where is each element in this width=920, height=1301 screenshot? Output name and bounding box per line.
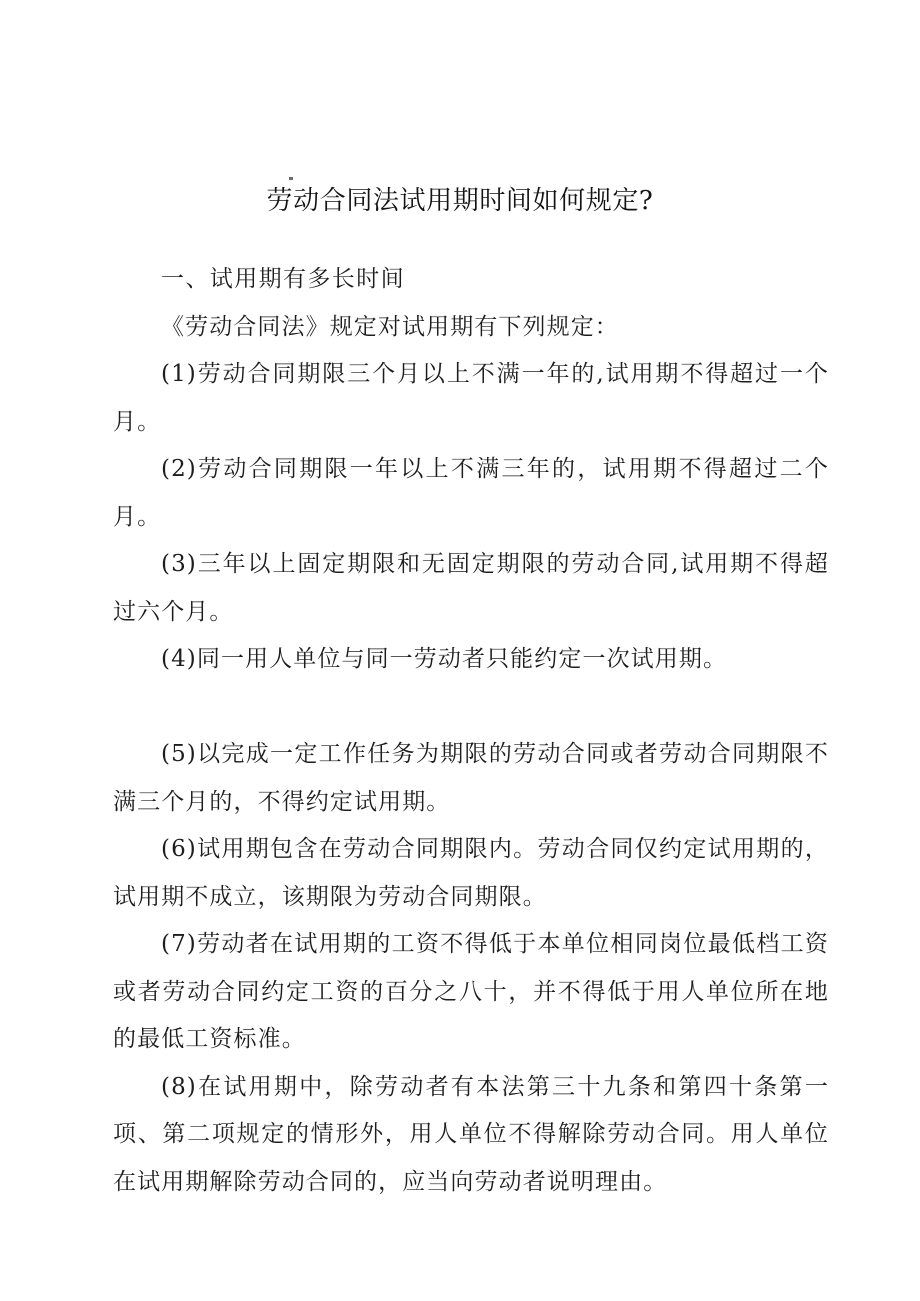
- list-item-6: (6)试用期包含在劳动合同期限内。劳动合同仅约定试用期的，试用期不成立，该期限为劳动合同期限。: [113, 836, 829, 910]
- page-title: 劳动合同法试用期时间如何规定?: [266, 186, 654, 217]
- list-item-4: (4)同一用人单位与同一劳动者只能约定一次试用期。: [161, 646, 728, 672]
- list-item-1: (1)劳动合同期限三个月以上不满一年的,试用期不得超过一个月。: [113, 361, 829, 435]
- list-item-3: (3)三年以上固定期限和无固定期限的劳动合同,试用期不得超过六个月。: [113, 551, 829, 625]
- section-intro: 《劳动合同法》规定对试用期有下列规定：: [161, 313, 619, 340]
- section-heading: 一、试用期有多长时间: [161, 266, 405, 292]
- list-item-2: (2)劳动合同期限一年以上不满三年的，试用期不得超过二个月。: [113, 456, 829, 530]
- list-item-7: (7)劳动者在试用期的工资不得低于本单位相同岗位最低档工资或者劳动合同约定工资的百分之八十，并不得低于用人单位所在地的最低工资标准。: [113, 931, 829, 1052]
- scan-artifact: [289, 177, 293, 180]
- list-item-8: (8)在试用期中，除劳动者有本法第三十九条和第四十条第一项、第二项规定的情形外，用人单位不得解除劳动合同。用人单位在试用期解除劳动合同的，应当向劳动者说明理由。: [113, 1073, 829, 1195]
- document-body: [113, 256, 829, 1206]
- list-item-5: (5)以完成一定工作任务为期限的劳动合同或者劳动合同期限不满三个月的，不得约定试用期。: [113, 741, 829, 815]
